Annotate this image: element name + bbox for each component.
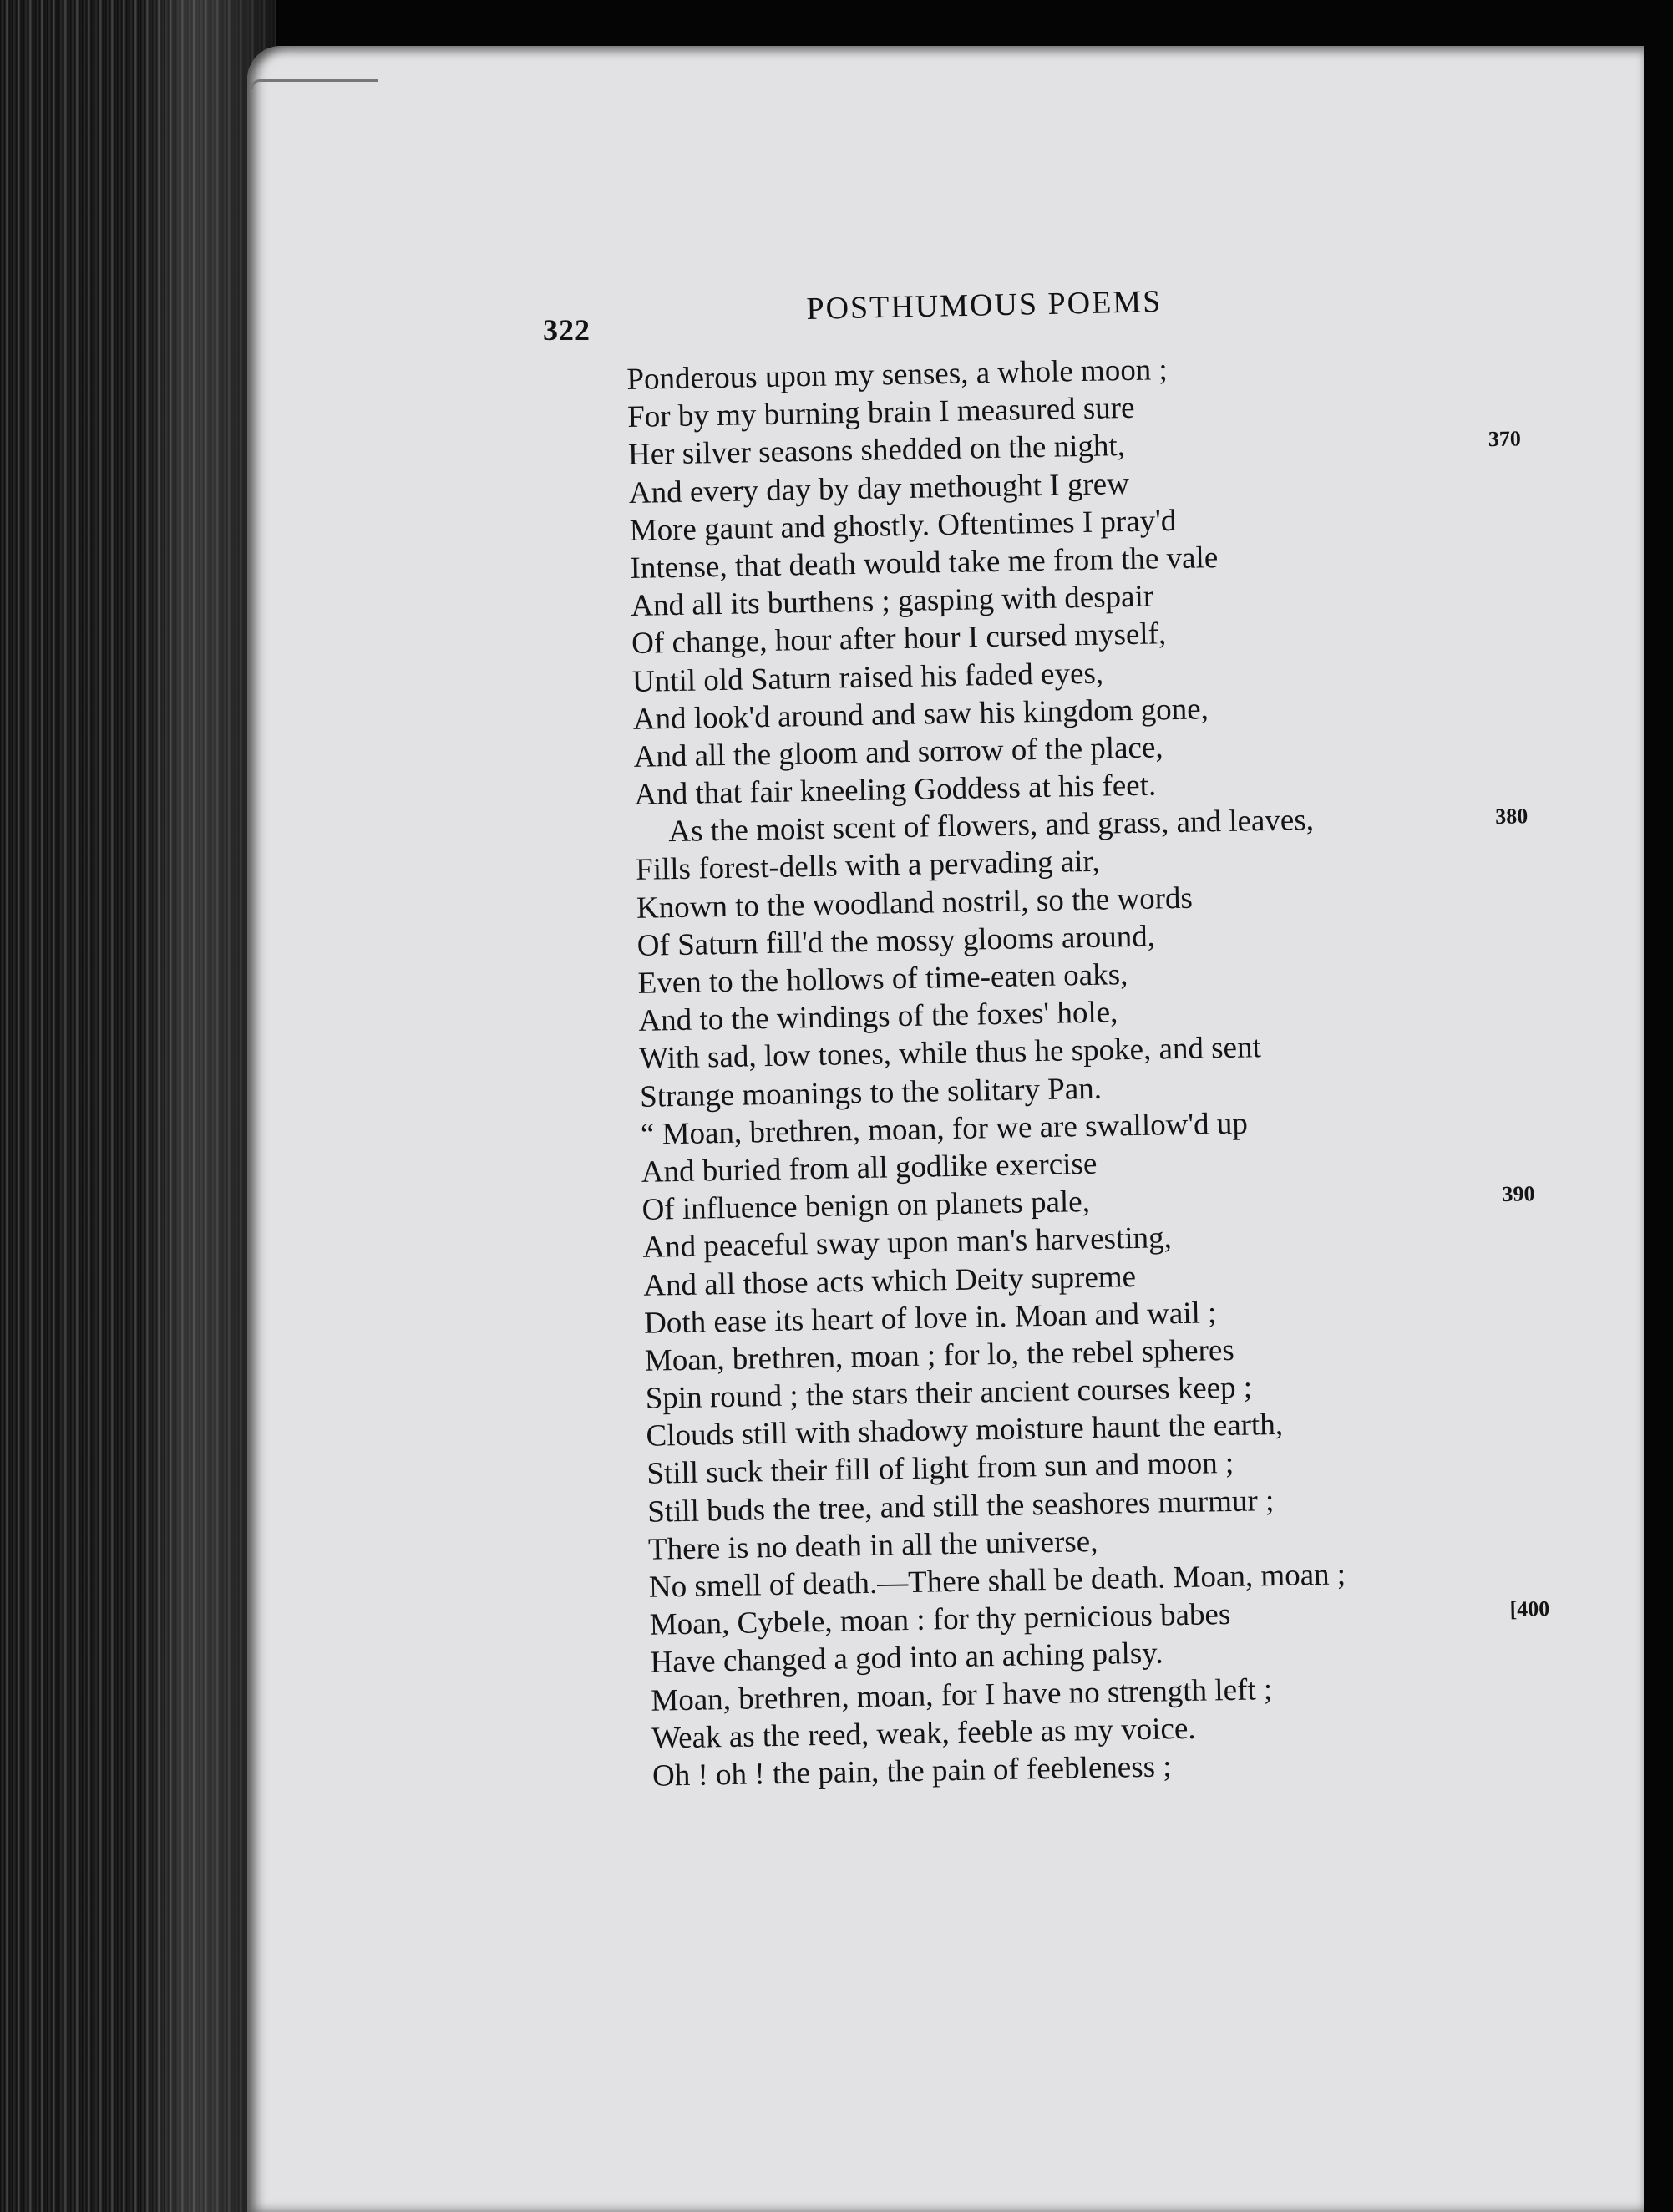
poem-line-text: Fills forest-dells with a pervading air, xyxy=(635,845,1100,888)
line-number-marker: [400 xyxy=(1509,1596,1550,1622)
poem-line-text: And peaceful sway upon man's harvesting, xyxy=(642,1220,1173,1266)
poem-line-text: Even to the hollows of time-eaten oaks, xyxy=(637,957,1128,1001)
poem-line-text: And look'd around and saw his kingdom gone, xyxy=(632,691,1209,737)
line-number-marker: 390 xyxy=(1502,1181,1535,1207)
page-number: 322 xyxy=(543,313,591,347)
poem-line-text: Of change, hour after hour I cursed myself, xyxy=(631,616,1167,662)
poem-line-text: Intense, that death would take me from the vale xyxy=(630,540,1219,586)
poem-line-text: And to the windings of the foxes' hole, xyxy=(638,995,1118,1039)
poem-line-text: Still buds the tree, and still the seashores murmur ; xyxy=(646,1483,1275,1530)
poem-line-text: Moan, brethren, moan ; for lo, the rebel spheres xyxy=(644,1332,1235,1378)
poem-line-text: And all the gloom and sorrow of the place, xyxy=(633,730,1163,774)
line-number-marker: 370 xyxy=(1488,426,1522,452)
poem-line-text: Known to the woodland nostril, so the words xyxy=(636,880,1194,926)
poem-line-text: Ponderous upon my senses, a whole moon ; xyxy=(626,353,1169,397)
poem-line-text: Doth ease its heart of love in. Moan and wail ; xyxy=(643,1295,1217,1341)
poem-line-text: More gaunt and ghostly. Oftentimes I pray'd xyxy=(629,503,1177,548)
poem-line-text: Moan, Cybele, moan : for thy pernicious babes xyxy=(649,1597,1231,1642)
poem-text xyxy=(626,342,1655,1795)
poem-line-text: And buried from all godlike exercise xyxy=(641,1146,1098,1190)
poem-line-text: Have changed a god into an aching palsy. xyxy=(650,1636,1163,1681)
poem-line-text: And every day by day methought I grew xyxy=(628,466,1130,510)
poem-line-text: Of Saturn fill'd the mossy glooms around, xyxy=(636,919,1156,963)
poem-line-text: “ Moan, brethren, moan, for we are swallow'd up xyxy=(640,1106,1249,1152)
poem-line-text: Of influence benign on planets pale, xyxy=(641,1185,1091,1227)
poem-line-text: Strange moanings to the solitary Pan. xyxy=(639,1071,1103,1114)
line-number-marker: 380 xyxy=(1494,804,1529,830)
poem-line-text: With sad, low tones, while thus he spoke, and sent xyxy=(638,1030,1262,1077)
poem-line-text: Moan, brethren, moan, for I have no strength left ; xyxy=(651,1672,1273,1718)
poem-line-text: Until old Saturn raised his faded eyes, xyxy=(631,656,1104,699)
poem-line-text: And all its burthens ; gasping with despair xyxy=(631,579,1154,624)
poem-line-text: No smell of death.—There shall be death. Moan, moan ; xyxy=(648,1557,1346,1605)
poem-line-text: Spin round ; the stars their ancient courses keep ; xyxy=(645,1370,1253,1416)
poem-line-text: Still suck their fill of light from sun and moon ; xyxy=(646,1446,1234,1492)
poem-line-text: Oh ! oh ! the pain, the pain of feebleness ; xyxy=(651,1749,1172,1793)
poem-line-text: And that fair kneeling Goddess at his feet. xyxy=(634,768,1157,812)
poem-line-text: And all those acts which Deity supreme xyxy=(642,1259,1137,1303)
poem-line-text: For by my burning brain I measured sure xyxy=(626,391,1135,435)
poem-line-text: Clouds still with shadowy moisture haunt the earth, xyxy=(646,1408,1284,1454)
book-spine-edge xyxy=(0,0,276,2212)
poem-line-text: Her silver seasons shedded on the night, xyxy=(627,429,1126,473)
poem-line-text: As the moist scent of flowers, and grass, and leaves, xyxy=(667,803,1315,850)
page-corner-curl xyxy=(251,79,378,89)
poem-line-text: Weak as the reed, weak, feeble as my voice. xyxy=(651,1711,1196,1756)
running-head: POSTHUMOUS POEMS xyxy=(806,284,1163,327)
poem-line-text: There is no death in all the universe, xyxy=(647,1524,1098,1567)
